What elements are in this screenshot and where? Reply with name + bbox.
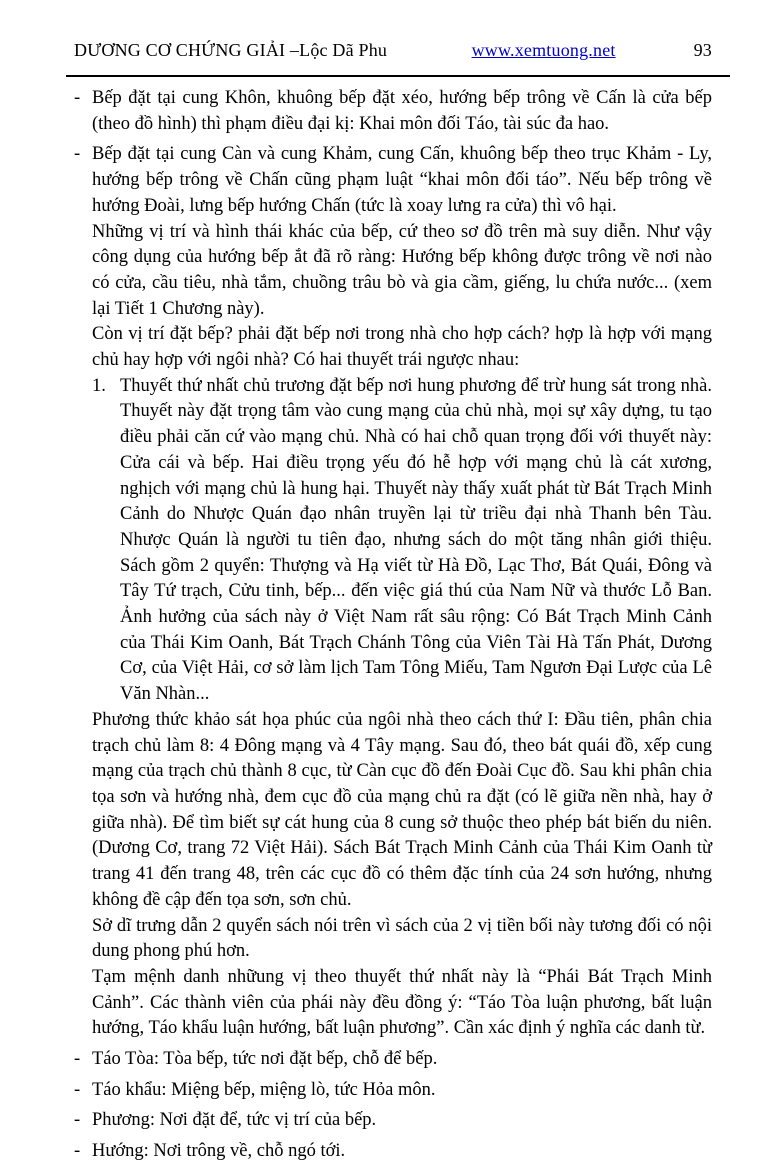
page-header [74, 40, 712, 61]
body-paragraph: Tạm mệnh danh nhữung vị theo thuyết thứ nhất này là “Phái Bát Trạch Minh Cảnh”. Các thành viên của phái này đều đồng ý: “Táo Tòa luận phương, bất luận hướng, Táo khẩu luận hướng, bất luận phương”. Cần xác định ý nghĩa các danh từ. [92, 966, 712, 1039]
list-item-text: Bếp đặt tại cung Càn và cung Khảm, cung Cấn, khuông bếp theo trục Khảm - Ly, hướng bếp trông về Chấn cũng phạm luật “khai môn đối táo”. Nếu bếp trông về hướng Đoài, lưng bếp hướng Chấn (tức là xoay lưng ra cửa) thì vô hại. [92, 144, 712, 216]
dash-list-item [74, 1078, 712, 1104]
dash-bullet-marker: - [74, 1049, 81, 1070]
document-body [74, 86, 712, 1165]
dash-bullet-marker: - [74, 144, 81, 165]
list-item-text: Phương: Nơi đặt để, tức vị trí của bếp. [92, 1110, 377, 1131]
numbered-list-item [92, 374, 712, 708]
page-number: 93 [693, 40, 712, 60]
website-link[interactable]: www.xemtuong.net [471, 40, 616, 60]
number-marker: 1. [92, 375, 106, 396]
body-paragraph: Phương thức khảo sát họa phúc của ngôi nhà theo cách thứ I: Đầu tiên, phân chia trạch chủ làm 8: 4 Đông mạng và 4 Tây mạng. Sau đó, theo bát quái đồ, xếp cung mạng của trạch chủ thành 8 cục, từ Càn cục đồ đến Đoài Cục đồ. Sau khi phân chia tọa sơn và hướng nhà, đem cục đồ của mạng chủ ra đặt (có lẽ giữa nền nhà, hay ở giữa nhà). Để tìm biết sự cát hung của 8 cung sở thuộc theo phép bát biến du niên. (Dương Cơ, trang 72 Việt Hải). Sách Bát Trạch Minh Cảnh của Thái Kim Oanh từ trang 41 đến trang 48, trên các cục đồ có thêm đặc tính của 24 sơn hướng, nhưng không đề cập đến tọa sơn, sơn chủ. [92, 709, 712, 910]
dash-list-item [74, 142, 712, 219]
dash-list-item [74, 86, 712, 137]
header-divider [66, 75, 730, 77]
body-paragraph: Những vị trí và hình thái khác của bếp, cứ theo sơ đồ trên mà suy diễn. Như vậy công dụng của hướng bếp ắt đã rõ ràng: Hướng bếp không được trông về nơi nào có cửa, cầu tiêu, nhà tắm, chuồng trâu bò và gia cầm, giếng, lu chứa nước... (xem lại Tiết 1 Chương này). [92, 221, 712, 319]
list-item-text: Táo Tòa: Tòa bếp, tức nơi đặt bếp, chỗ để bếp. [92, 1049, 438, 1070]
body-paragraph: Sở dĩ trưng dẫn 2 quyển sách nói trên vì sách của 2 vị tiền bối này tương đối có nội dung phong phú hơn. [92, 915, 712, 962]
dash-list-item [74, 1139, 712, 1165]
list-item-text: Thuyết thứ nhất chủ trương đặt bếp nơi hung phương để trừ hung sát trong nhà. Thuyết này đặt trọng tâm vào cung mạng của chủ nhà, mọi sự xây dựng, tu tạo điều phải căn cứ vào mạng chủ. Nhà có hai chỗ quan trọng đối với thuyết này: Cửa cái và bếp. Hai điều trọng yếu đó hễ hợp với mạng chủ là cát xương, nghịch với mạng chủ là hung hại. Thuyết này thấy xuất phát từ Bát Trạch Minh Cảnh do Nhược Quán đạo nhân truyền lại từ triều đại nhà Thanh bên Tàu. Nhược Quán là người tu tiên đạo, nhưng sách do một tăng nhân giới thiệu. Sách gồm 2 quyển: Thượng và Hạ viết từ Hà Đồ, Lạc Thơ, Bát Quái, Đông và Tây Tứ trạch, Cửu tinh, bếp... đến việc giá thú của Nam Nữ và thước Lỗ Ban. Ảnh hưởng của sách này ở Việt Nam rất sâu rộng: Có Bát Trạch Minh Cảnh của Thái Kim Oanh, Bát Trạch Chánh Tông của Viên Tài Hà Tấn Phát, Dương Cơ, của Việt Hải, cơ sở làm lịch Tam Tông Miếu, Tam Ngươn Đại Lược của Lê Văn Nhàn... [120, 375, 712, 705]
dash-bullet-marker: - [74, 1141, 81, 1162]
dash-bullet-marker: - [74, 1110, 81, 1131]
list-item-text: Táo khẩu: Miệng bếp, miệng lò, tức Hỏa môn. [92, 1079, 436, 1100]
list-item-text: Bếp đặt tại cung Khôn, khuông bếp đặt xéo, hướng bếp trông về Cấn là cửa bếp (theo đồ hình) thì phạm điều đại kị: Khai môn đối Táo, tài súc đa hao. [92, 88, 712, 134]
dash-bullet-marker: - [74, 88, 81, 108]
list-item-text: Hướng: Nơi trông về, chỗ ngó tới. [92, 1141, 346, 1162]
dash-list-item [74, 1047, 712, 1073]
dash-list-item [74, 1108, 712, 1134]
body-paragraph: Còn vị trí đặt bếp? phải đặt bếp nơi trong nhà cho hợp cách? hợp là hợp với mạng chủ hay hợp với ngôi nhà? Có hai thuyết trái ngược nhau: [92, 324, 712, 371]
dash-bullet-marker: - [74, 1079, 81, 1100]
book-title: DƯƠNG CƠ CHỨNG GIẢI –Lộc Dã Phu [74, 40, 388, 60]
